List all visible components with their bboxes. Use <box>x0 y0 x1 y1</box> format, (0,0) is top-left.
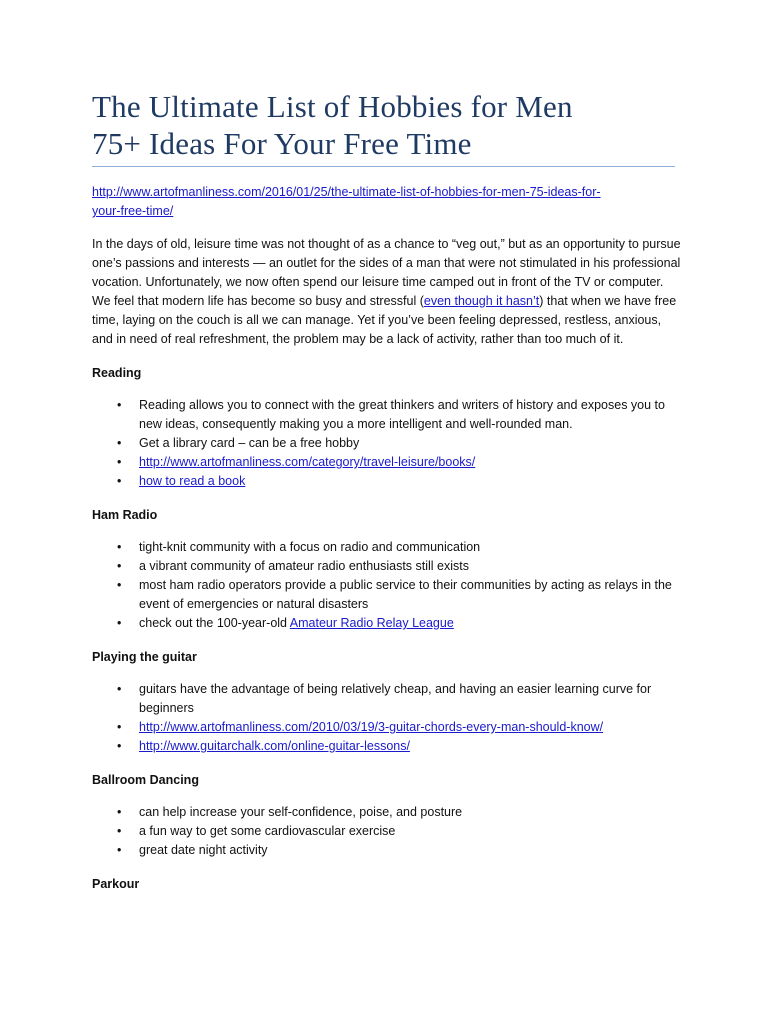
list-item <box>92 822 682 841</box>
list-item-text: tight-knit community with a focus on radio and communication <box>139 540 481 554</box>
bullet-icon: • <box>117 843 122 857</box>
list-item <box>92 557 682 576</box>
bullet-icon: • <box>117 720 122 734</box>
bullet-icon: • <box>117 540 122 554</box>
list-item <box>92 453 682 472</box>
bullet-icon: • <box>117 739 122 753</box>
title-divider <box>92 166 675 167</box>
source-url-link[interactable] <box>92 183 682 221</box>
bullet-icon: • <box>117 682 122 696</box>
hobby-sections <box>92 364 682 894</box>
intro-text-before: In the days of old, leisure time was not thought of as a chance to “veg out,” but as an opportunity to pursue one’s passions and interests — an outlet for the sides of a man that were not stimulated in his professional vocation. Unfortunately, we now often spend our leisure time camped out in front of the TV or computer. We feel that modern life has become so busy and stressful ( <box>92 237 681 308</box>
list-item <box>92 472 682 491</box>
section-bullet-list <box>92 396 682 491</box>
list-item <box>92 680 682 718</box>
section-bullet-list <box>92 538 682 633</box>
list-item <box>92 396 682 434</box>
list-item <box>92 614 682 633</box>
list-item <box>92 538 682 557</box>
bullet-icon: • <box>117 805 122 819</box>
document-body <box>92 183 682 894</box>
list-item-text: a vibrant community of amateur radio enthusiasts still exists <box>139 559 469 573</box>
source-url-part-2: your-free-time/ <box>92 204 174 218</box>
bullet-icon: • <box>117 578 122 592</box>
bullet-icon: • <box>117 436 122 450</box>
source-url-part-1: http://www.artofmanliness.com/2016/01/25/the-ultimate-list-of-hobbies-for-men-75-ideas-for- <box>92 185 601 199</box>
section-bullet-list <box>92 680 682 756</box>
bullet-icon: • <box>117 559 122 573</box>
bullet-icon: • <box>117 824 122 838</box>
list-item-text: can help increase your self-confidence, poise, and posture <box>139 805 463 819</box>
section-heading: Ballroom Dancing <box>92 773 199 787</box>
even-though-it-hasnt-link[interactable]: even though it hasn’t <box>423 294 540 308</box>
list-item <box>92 803 682 822</box>
list-item-link[interactable]: how to read a book <box>139 474 246 488</box>
list-item-text: great date night activity <box>139 843 268 857</box>
bullet-icon: • <box>117 616 122 630</box>
list-item <box>92 718 682 737</box>
document-title <box>92 88 692 162</box>
list-item <box>92 841 682 860</box>
section-bullet-list <box>92 803 682 860</box>
section-heading: Ham Radio <box>92 508 158 522</box>
bullet-icon: • <box>117 474 122 488</box>
intro-paragraph <box>92 235 682 349</box>
title-line-2: 75+ Ideas For Your Free Time <box>92 126 472 161</box>
list-item-text: check out the 100-year-old <box>139 616 290 630</box>
list-item <box>92 576 682 614</box>
list-item <box>92 434 682 453</box>
list-item-text: most ham radio operators provide a public service to their communities by acting as relays in the event of emergencies or natural disasters <box>139 578 672 611</box>
intro-text-after: ) that when we have free time, laying on the couch is all we can manage. Yet if you’ve been feeling depressed, restless, anxious, and in need of real refreshment, the problem may be a lack of activity, rather than too much of it. <box>92 294 677 346</box>
section-heading: Reading <box>92 366 142 380</box>
list-item-link[interactable]: http://www.artofmanliness.com/2010/03/19/3-guitar-chords-every-man-should-know/ <box>139 720 604 734</box>
bullet-icon: • <box>117 455 122 469</box>
list-item-text: Reading allows you to connect with the great thinkers and writers of history and exposes you to new ideas, consequently making you a more intelligent and well-rounded man. <box>139 398 665 431</box>
list-item <box>92 737 682 756</box>
title-line-1: The Ultimate List of Hobbies for Men <box>92 89 573 124</box>
list-item-link[interactable]: Amateur Radio Relay League <box>289 616 454 630</box>
list-item-text: guitars have the advantage of being relatively cheap, and having an easier learning curve for beginners <box>139 682 652 715</box>
section-heading: Parkour <box>92 877 140 891</box>
list-item-link[interactable]: http://www.artofmanliness.com/category/travel-leisure/books/ <box>139 455 476 469</box>
list-item-text: a fun way to get some cardiovascular exercise <box>139 824 396 838</box>
list-item-text: Get a library card – can be a free hobby <box>139 436 360 450</box>
bullet-icon: • <box>117 398 122 412</box>
list-item-link[interactable]: http://www.guitarchalk.com/online-guitar-lessons/ <box>139 739 410 753</box>
section-heading: Playing the guitar <box>92 650 197 664</box>
